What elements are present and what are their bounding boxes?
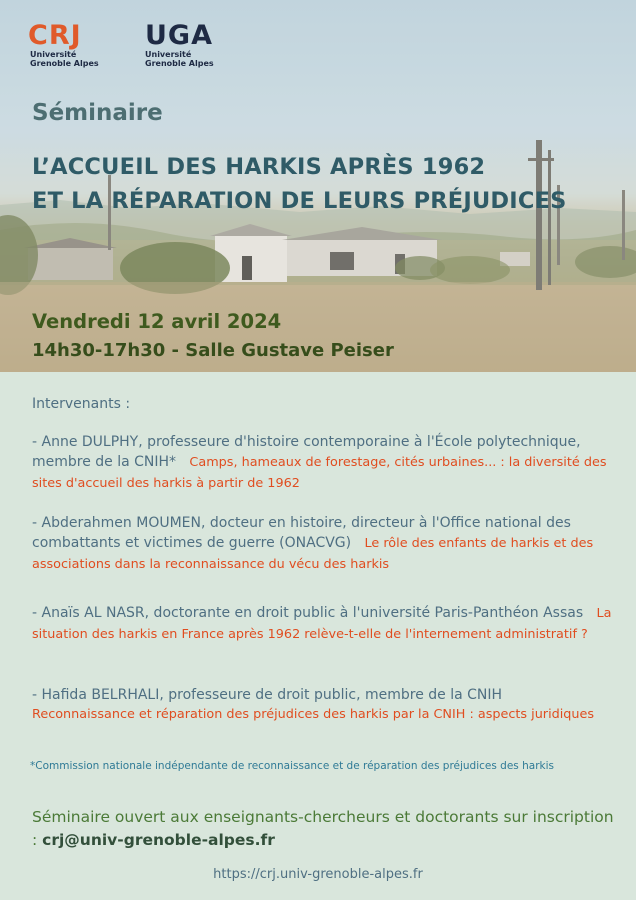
event-time-place: 14h30-17h30 - Salle Gustave Peiser (32, 340, 394, 361)
speaker-item (32, 685, 622, 725)
registration-info (32, 806, 622, 852)
program-section (0, 372, 636, 900)
header-photo-band (0, 0, 636, 372)
title-line-1: L’ACCUEIL DES HARKIS APRÈS 1962 (32, 154, 486, 180)
registration-text: Séminaire ouvert aux enseignants-chercheurs et doctorants sur inscription : (32, 808, 614, 849)
talk-title: Reconnaissance et réparation des préjudices des harkis par la CNIH : aspects juridiques (32, 707, 595, 722)
speaker-item (32, 513, 622, 575)
uga-logo-mark: UGA (145, 20, 213, 51)
speaker-item (32, 603, 622, 645)
talk-title: La situation des harkis en France après 1962 relève-t-elle de l'internement administratif ? (32, 606, 612, 642)
speaker-item (32, 432, 622, 494)
footnote: *Commission nationale indépendante de reconnaissance et de réparation des préjudices des harkis (30, 760, 554, 772)
uga-logo (145, 22, 214, 68)
title-line-2: ET LA RÉPARATION DE LEURS PRÉJUDICES (32, 188, 567, 214)
speaker-bio: - Anne DULPHY, professeure d'histoire contemporaine à l'École polytechnique, membre de la CNIH* (32, 434, 581, 470)
registration-email-link[interactable]: crj@univ-grenoble-alpes.fr (42, 831, 275, 849)
event-title (32, 150, 567, 218)
uga-logo-line1: Université (145, 50, 192, 59)
crj-logo-mark: CRJ (28, 20, 82, 51)
crj-logo (28, 22, 99, 68)
speaker-bio: - Hafida BELRHALI, professeure de droit public, membre de la CNIH (32, 687, 503, 703)
speaker-bio: - Anaïs AL NASR, doctorante en droit public à l'université Paris-Panthéon Assas (32, 605, 584, 621)
speakers-heading: Intervenants : (32, 396, 131, 412)
crj-logo-line2: Grenoble Alpes (30, 59, 99, 68)
talk-title: Camps, hameaux de forestage, cités urbaines... : la diversité des sites d'accueil des harkis à partir de 1962 (32, 455, 607, 491)
talk-title: Le rôle des enfants de harkis et des associations dans la reconnaissance du vécu des harkis (32, 536, 594, 572)
event-date: Vendredi 12 avril 2024 (32, 310, 282, 333)
uga-logo-line2: Grenoble Alpes (145, 59, 214, 68)
website-link[interactable]: https://crj.univ-grenoble-alpes.fr (213, 867, 423, 882)
crj-logo-line1: Université (30, 50, 77, 59)
event-kicker: Séminaire (32, 100, 163, 126)
speaker-bio: - Abderahmen MOUMEN, docteur en histoire, directeur à l'Office national des combattants et victimes de guerre (ONACVG) (32, 515, 571, 551)
